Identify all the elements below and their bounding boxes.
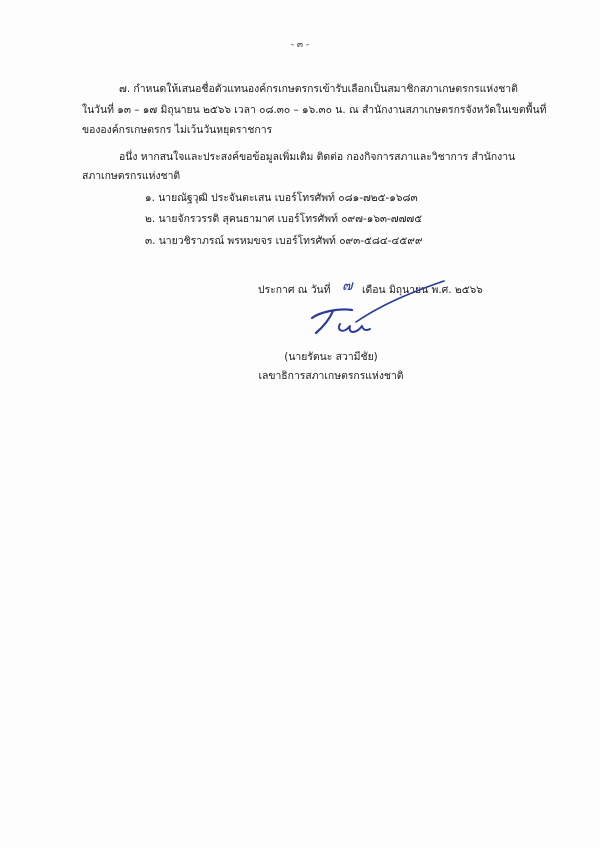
signatory-name: (นายรัตนะ สวามีชัย) [284, 351, 378, 363]
page-number: - ๓ - [290, 40, 310, 50]
announcement-day: ๗ [342, 278, 353, 294]
announcement-suffix: เดือน มิถุนายน พ.ศ. ๒๕๖๖ [362, 284, 483, 296]
contact-line2: สภาเกษตรกรแห่งชาติ [82, 170, 181, 182]
contact-line1: อนึ่ง หากสนใจและประสงค์ขอข้อมูลเพิ่มเติม ติดต่อ กองกิจการสภาและวิชาการ สำนักงาน [119, 151, 516, 163]
contact-person-2: ๒. นายจักรวรรดิ สุคนธามาศ เบอร์โทรศัพท์ ๐๙๗-๑๖๓-๗๗๗๕ [145, 213, 423, 225]
item7-line3: ขององค์กรเกษตรกร ไม่เว้นวันหยุดราชการ [82, 124, 273, 136]
item7-line1: ๗. กำหนดให้เสนอชื่อตัวแทนองค์กรเกษตรกรเข้ารับเลือกเป็นสมาชิกสภาเกษตรกรแห่งชาติ [119, 83, 518, 95]
contact-person-3: ๓. นายวชิราภรณ์ พรหมขจร เบอร์โทรศัพท์ ๐๙๓-๕๘๔-๔๕๙๙ [145, 235, 423, 247]
item7-line2: ในวันที่ ๑๓ – ๑๗ มิถุนายน ๒๕๖๖ เวลา ๐๘.๓๐ – ๑๖.๓๐ น. ณ สำนักงานสภาเกษตรกรจังหวัดในเขตพื้นที่ [82, 104, 547, 116]
announcement-prefix: ประกาศ ณ วันที่ [258, 284, 331, 296]
contact-person-1: ๑. นายณัฐวุฒิ ประจันตะเสน เบอร์โทรศัพท์ ๐๘๑-๗๒๕-๑๖๘๓ [145, 192, 418, 204]
signatory-position: เลขาธิการสภาเกษตรกรแห่งชาติ [258, 370, 404, 382]
